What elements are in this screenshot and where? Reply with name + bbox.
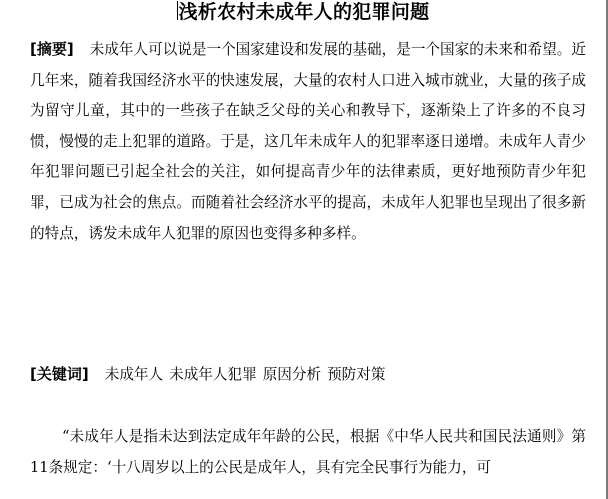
keyword-item: 原因分析: [262, 366, 322, 383]
keyword-item: 未成年人犯罪: [169, 366, 257, 383]
body-paragraph: “未成年人是指未达到法定成年年龄的公民，根据《中华人民共和国民法通则》第11条规定：‘十八周岁以上的公民是成年人，具有完全民事行为能力，可: [30, 428, 586, 476]
text-cursor: [177, 1, 178, 20]
abstract-label: [摘要]: [30, 40, 74, 58]
keywords-paragraph: [30, 359, 586, 391]
document-title: 浅析农村未成年人的犯罪问题: [178, 1, 430, 23]
keyword-item: 未成年人: [104, 366, 164, 383]
abstract-text: 未成年人可以说是一个国家建设和发展的基础，是一个国家的未来和希望。近几年来，随着我国经济水平的快速发展，大量的农村人口进入城市就业，大量的孩子成为留守儿童，其中的一些孩子在缺乏父母的关心和教导下，逐渐染上了许多的不良习惯，慢慢的走上犯罪的道路。于是，这几年未成年人的犯罪率逐日递增。未成年人青少年犯罪问题已引起全社会的关注，如何提高青少年的法律素质，更好地预防青少年犯罪，已成为社会的焦点。而随着社会经济水平的提高，未成年人犯罪也呈现出了很多新的特点，诱发未成年人犯罪的原因也变得多种多样。: [30, 41, 586, 242]
title-row: [0, 0, 606, 26]
abstract-paragraph: [30, 34, 586, 249]
keywords-label: [关键词]: [30, 365, 89, 383]
keyword-item: 预防对策: [327, 366, 386, 383]
